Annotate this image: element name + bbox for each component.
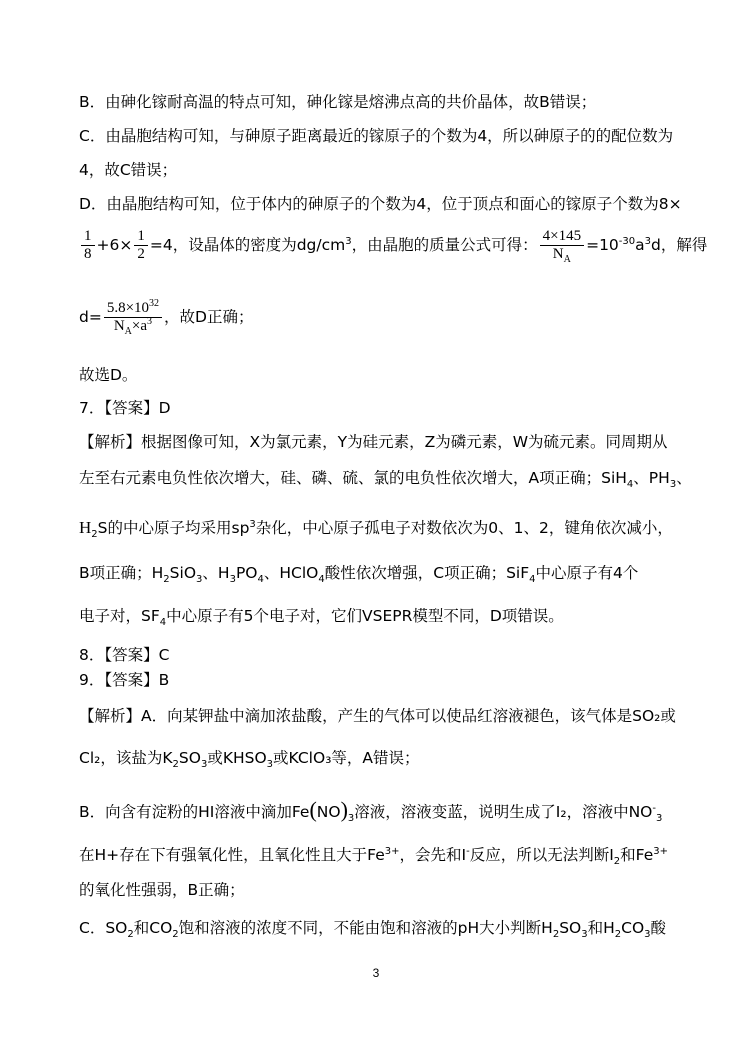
- fraction-mass: $\frac{4\times 145}{N_A}$: [540, 228, 584, 263]
- line-c-conclusion: 4，故C错误；: [79, 161, 178, 179]
- line-b-explanation: B．由砷化镓耐高温的特点可知，砷化镓是熔沸点高的共价晶体，故B错误；: [79, 93, 597, 111]
- answer-8: 8．【答案】C: [79, 646, 170, 664]
- analysis-7-line2: 左至右元素电负性依次增大，硅、磷、硫、氯的电负性依次增大，A项正确；SiH$_4$、$PH_3$、: [79, 469, 692, 491]
- line-c-explanation: C．由晶胞结构可知，与砷原子距离最近的镓原子的个数为4，所以砷原子的的配位数为: [79, 127, 674, 145]
- answer-7: 7．【答案】D: [79, 399, 171, 417]
- analysis-9-line6: C．$SO_2$和$CO_2$饱和溶液的浓度不同，不能由饱和溶液的pH大小判断$H_2SO_3$和$H_2CO_3$酸: [79, 919, 667, 941]
- analysis-9-line4: 在H+存在下有强氧化性，且氧化性且大于$Fe^{3+}$，会先和I-反应，所以无法判断$I_2$和$Fe^{3+}$: [79, 845, 668, 868]
- analysis-9-line2: Cl₂，该盐为$K_2SO_3$或$KHSO_3$或KClO₃等，A错误；: [79, 749, 420, 771]
- analysis-9-line1: 【解析】A．向某钾盐中滴加浓盐酸，产生的气体可以使品红溶液褪色，该气体是SO₂或: [79, 707, 676, 725]
- fraction-one-half: $\frac{1}{2}$: [134, 228, 148, 263]
- line-density-result: d= $\frac{5.8\times 10^{32}}{N_A\times a^3}$ ，故D正确；: [79, 298, 254, 337]
- analysis-7-line5: 电子对，$SF_4$中心原子有5个电子对，它们VSEPR模型不同，D项错误。: [79, 607, 564, 629]
- fraction-one-eighth: $\frac{1}{8}$: [81, 228, 95, 263]
- fraction-density: $\frac{5.8\times 10^{32}}{N_A\times a^3}$: [104, 300, 162, 335]
- analysis-7-line1: 【解析】根据图像可知，X为氯元素，Y为硅元素，Z为磷元素，W为硫元素。同周期从: [79, 433, 668, 451]
- answer-9: 9．【答案】B: [79, 671, 170, 689]
- analysis-7-line3: $H_2S$的中心原子均采用$sp^3$杂化，中心原子孤电子对数依次为0、1、2，键角依次减小，: [79, 518, 673, 541]
- page-number: 3: [372, 966, 380, 980]
- line-choose-d: 故选D。: [79, 366, 138, 384]
- line-d-explanation: D．由晶胞结构可知，位于体内的砷原子的个数为4，位于顶点和面心的镓原子个数为8×: [79, 195, 682, 213]
- analysis-9-line5: 的氧化性强弱，B正确；: [79, 881, 245, 899]
- analysis-9-line3: B．向含有淀粉的HI溶液中滴加$Fe(NO)_3$溶液，溶液变蓝，说明生成了I₂，溶液中$NO^-_3$: [79, 797, 663, 825]
- line-density-formula: $\frac{1}{8}$ +6× $\frac{1}{2}$ =4，设晶体的密度为$dg/cm^3$，由晶胞的质量公式可得： $\frac{4\times 145}{N_A}$ $=10^{-30}a^3d$，解得: [79, 228, 707, 263]
- analysis-7-line4: B项正确；$H_2SiO_3$、$H_3PO_4$、HClO$_4$酸性依次增强，C项正确；SiF$_4$中心原子有4个: [79, 564, 639, 586]
